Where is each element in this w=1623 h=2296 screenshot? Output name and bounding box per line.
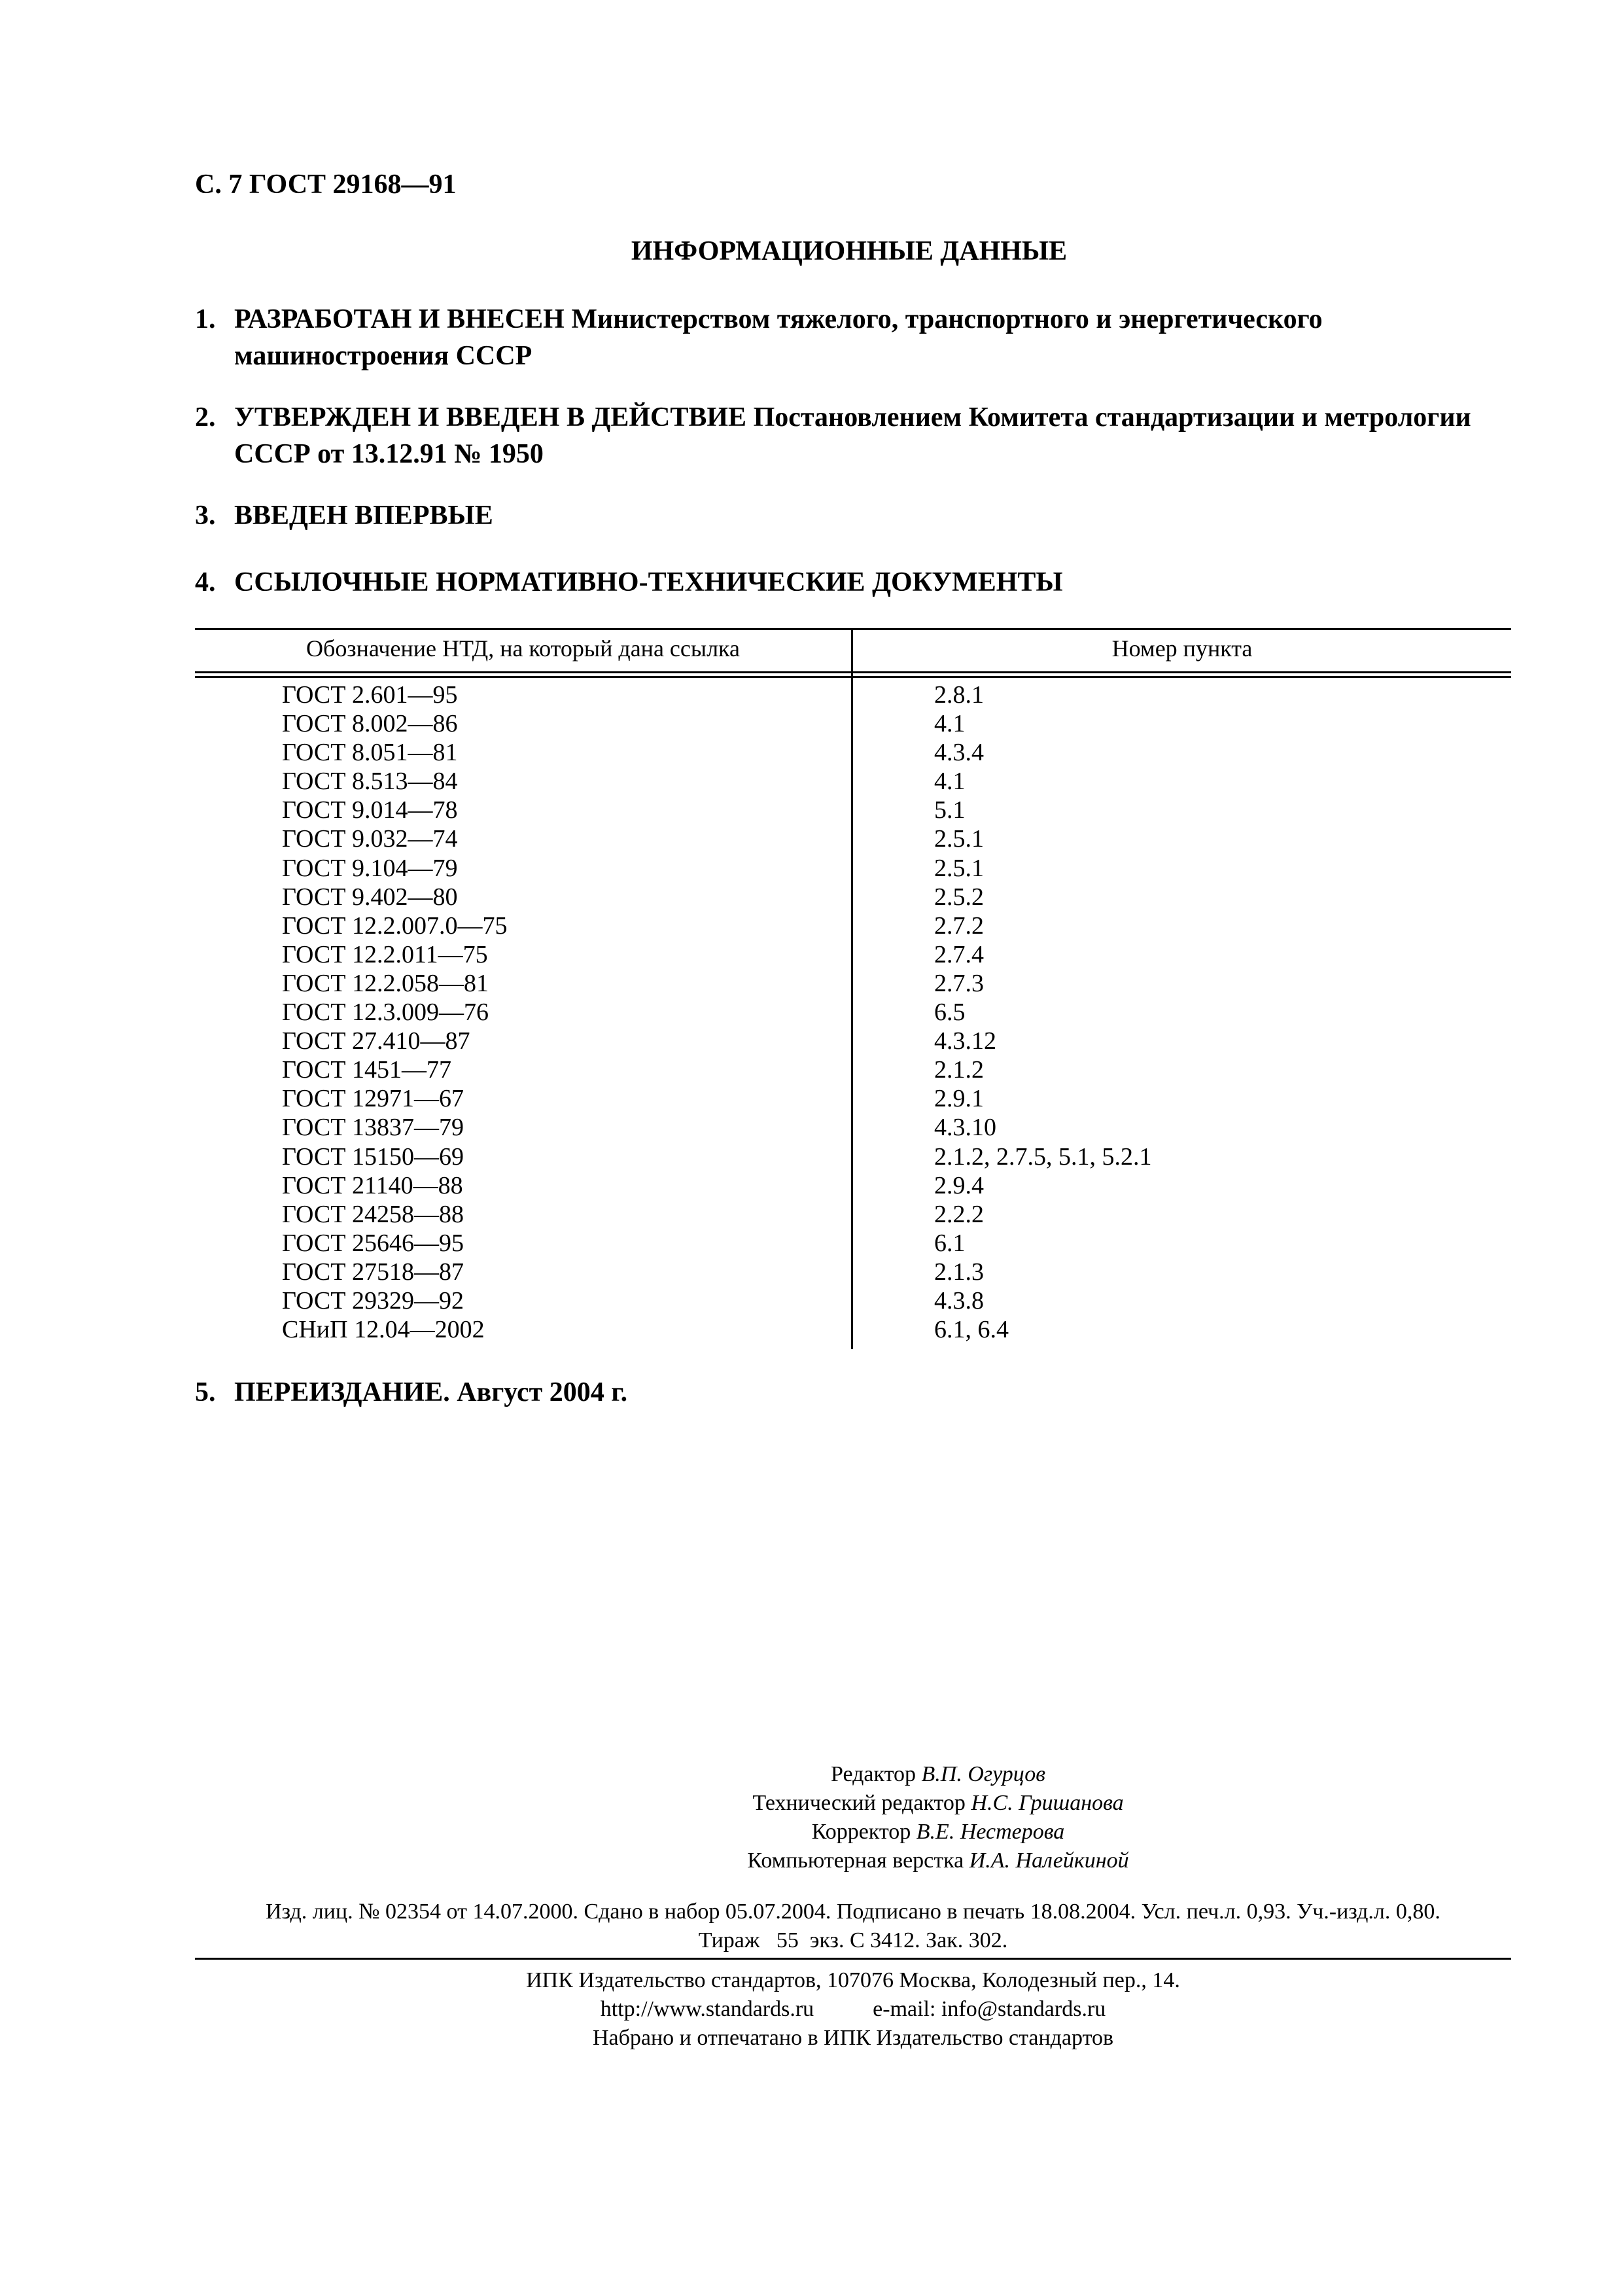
print-run-line: Тираж 55 экз. С 3412. Зак. 302. [698,1928,1008,1952]
table-row [195,969,1511,998]
item-text: Постановлением Комитета стандартизации и метрологии СССР от 13.12.91 № 1950 [234,402,1471,469]
referenced-document: ГОСТ 25646—95 [282,1229,464,1257]
clause-number: 6.1, 6.4 [934,1316,1009,1344]
clause-number: 2.1.3 [934,1258,984,1286]
referenced-document: ГОСТ 1451—77 [282,1056,451,1084]
clause-number: 2.5.1 [934,854,984,882]
credit-role: Технический редактор [752,1791,966,1815]
table-row [195,824,1511,853]
credit-name: И.А. Налейкиной [969,1848,1129,1873]
clause-number: 2.1.2, 2.7.5, 5.1, 5.2.1 [934,1142,1152,1171]
clause-number: 4.3.8 [934,1286,984,1315]
table-row [195,854,1511,883]
item-lead: ВВЕДЕН ВПЕРВЫЕ [234,501,493,531]
referenced-document: ГОСТ 9.402—80 [282,883,458,911]
clause-number: 2.2.2 [934,1200,984,1228]
credits-block [195,1760,1511,1875]
item-text: Август 2004 г. [457,1377,628,1407]
clause-number: 6.5 [934,998,966,1027]
clause-number: 2.9.4 [934,1171,984,1199]
referenced-document: ГОСТ 13837—79 [282,1114,464,1142]
table-row [195,1258,1511,1286]
table-rule [195,676,1511,678]
table-row [195,1055,1511,1084]
table-row [195,998,1511,1027]
table-row [195,1142,1511,1171]
clause-number: 4.3.10 [934,1114,996,1142]
clause-number: 5.1 [934,796,966,824]
clause-number: 4.3.4 [934,739,984,767]
credit-proofreader [195,1818,1511,1846]
publisher-address: ИПК Издательство стандартов, 107076 Москва, Колодезный пер., 14. [526,1968,1180,1992]
credit-name: В.Е. Нестерова [916,1820,1065,1844]
clause-number: 2.9.1 [934,1085,984,1113]
credit-tech-editor [195,1789,1511,1818]
info-item-5 [195,1374,1511,1411]
table-row [195,1084,1511,1113]
item-number: 2. [195,402,216,433]
publication-info-line: Изд. лиц. № 02354 от 14.07.2000. Сдано в набор 05.07.2004. Подписано в печать 18.08.2004. Усл. печ.л. 0,93. Уч.-изд.л. 0,80. [266,1899,1440,1924]
referenced-document: ГОСТ 8.513—84 [282,768,458,796]
clause-number: 2.5.1 [934,825,984,853]
referenced-document: ГОСТ 9.104—79 [282,854,458,882]
table-row [195,940,1511,969]
referenced-document: ГОСТ 12.3.009—76 [282,998,489,1027]
clause-number: 2.7.4 [934,940,984,968]
table-row [195,883,1511,911]
clause-number: 2.8.1 [934,681,984,709]
table-row [195,911,1511,940]
referenced-document: ГОСТ 2.601—95 [282,681,458,709]
referenced-document: ГОСТ 12.2.007.0—75 [282,911,508,940]
info-item-4 [195,564,1511,601]
referenced-document: СНиП 12.04—2002 [282,1316,485,1344]
table-row [195,680,1511,709]
clause-number: 2.7.3 [934,969,984,997]
section-title: ИНФОРМАЦИОННЫЕ ДАННЫЕ [631,236,1068,266]
table-row [195,1315,1511,1344]
table-row [195,796,1511,824]
item-number: 3. [195,501,216,531]
clause-number: 6.1 [934,1229,966,1257]
item-number: 5. [195,1377,216,1407]
table-row [195,1113,1511,1142]
reference-table [195,628,1511,1361]
item-number: 1. [195,304,216,334]
referenced-document: ГОСТ 9.014—78 [282,796,458,824]
publisher-email[interactable]: e-mail: info@standards.ru [873,1997,1106,2021]
referenced-document: ГОСТ 12971—67 [282,1085,464,1113]
referenced-document: ГОСТ 9.032—74 [282,825,458,853]
table-row [195,709,1511,738]
clause-number: 4.3.12 [934,1027,996,1055]
info-item-1 [195,301,1511,374]
referenced-document: ГОСТ 15150—69 [282,1142,464,1171]
table-row [195,1229,1511,1258]
table-row [195,1200,1511,1229]
table-body [195,680,1511,1344]
table-row [195,1171,1511,1200]
item-number: 4. [195,567,216,597]
publisher-contacts [195,1995,1511,2024]
info-item-3 [195,497,1511,534]
item-text: Министерством тяжелого, транспортного и энергетического машиностроения СССР [234,304,1323,371]
referenced-document: ГОСТ 12.2.011—75 [282,940,488,968]
table-rule [195,628,1511,630]
item-lead: ПЕРЕИЗДАНИЕ. [234,1377,450,1407]
clause-number: 2.7.2 [934,911,984,940]
clause-number: 4.1 [934,768,966,796]
table-row [195,738,1511,767]
page-header: С. 7 ГОСТ 29168—91 [195,169,457,200]
info-item-2 [195,399,1511,472]
printed-by: Набрано и отпечатано в ИПК Издательство стандартов [592,2026,1114,2050]
clause-number: 2.1.2 [934,1056,984,1084]
item-lead: ССЫЛОЧНЫЕ НОРМАТИВНО-ТЕХНИЧЕСКИЕ ДОКУМЕНТЫ [234,567,1063,597]
clause-number: 2.5.2 [934,883,984,911]
publication-info [195,1898,1511,1955]
credit-editor [195,1760,1511,1789]
referenced-document: ГОСТ 8.002—86 [282,710,458,738]
referenced-document: ГОСТ 24258—88 [282,1200,464,1228]
referenced-document: ГОСТ 8.051—81 [282,739,458,767]
item-lead: УТВЕРЖДЕН И ВВЕДЕН В ДЕЙСТВИЕ [234,402,747,433]
credit-layout [195,1846,1511,1875]
referenced-document: ГОСТ 29329—92 [282,1286,464,1315]
referenced-document: ГОСТ 27.410—87 [282,1027,470,1055]
referenced-document: ГОСТ 12.2.058—81 [282,969,489,997]
footer-rule [195,1958,1511,1960]
credit-name: В.П. Огурцов [921,1762,1045,1786]
table-rule [195,671,1511,673]
publisher-block [195,1966,1511,2053]
clause-number: 4.1 [934,710,966,738]
table-row [195,1027,1511,1055]
credit-name: Н.С. Гришанова [971,1791,1124,1815]
item-lead: РАЗРАБОТАН И ВНЕСЕН [234,304,565,334]
column-header-document: Обозначение НТД, на который дана ссылка [306,635,740,662]
referenced-document: ГОСТ 27518—87 [282,1258,464,1286]
credit-role: Редактор [831,1762,916,1786]
publisher-website[interactable]: http://www.standards.ru [600,1997,814,2021]
referenced-document: ГОСТ 21140—88 [282,1171,463,1199]
credit-role: Корректор [811,1820,911,1844]
column-header-clause: Номер пункта [1111,635,1253,662]
table-row [195,1286,1511,1315]
credit-role: Компьютерная верстка [747,1848,964,1873]
table-row [195,767,1511,796]
